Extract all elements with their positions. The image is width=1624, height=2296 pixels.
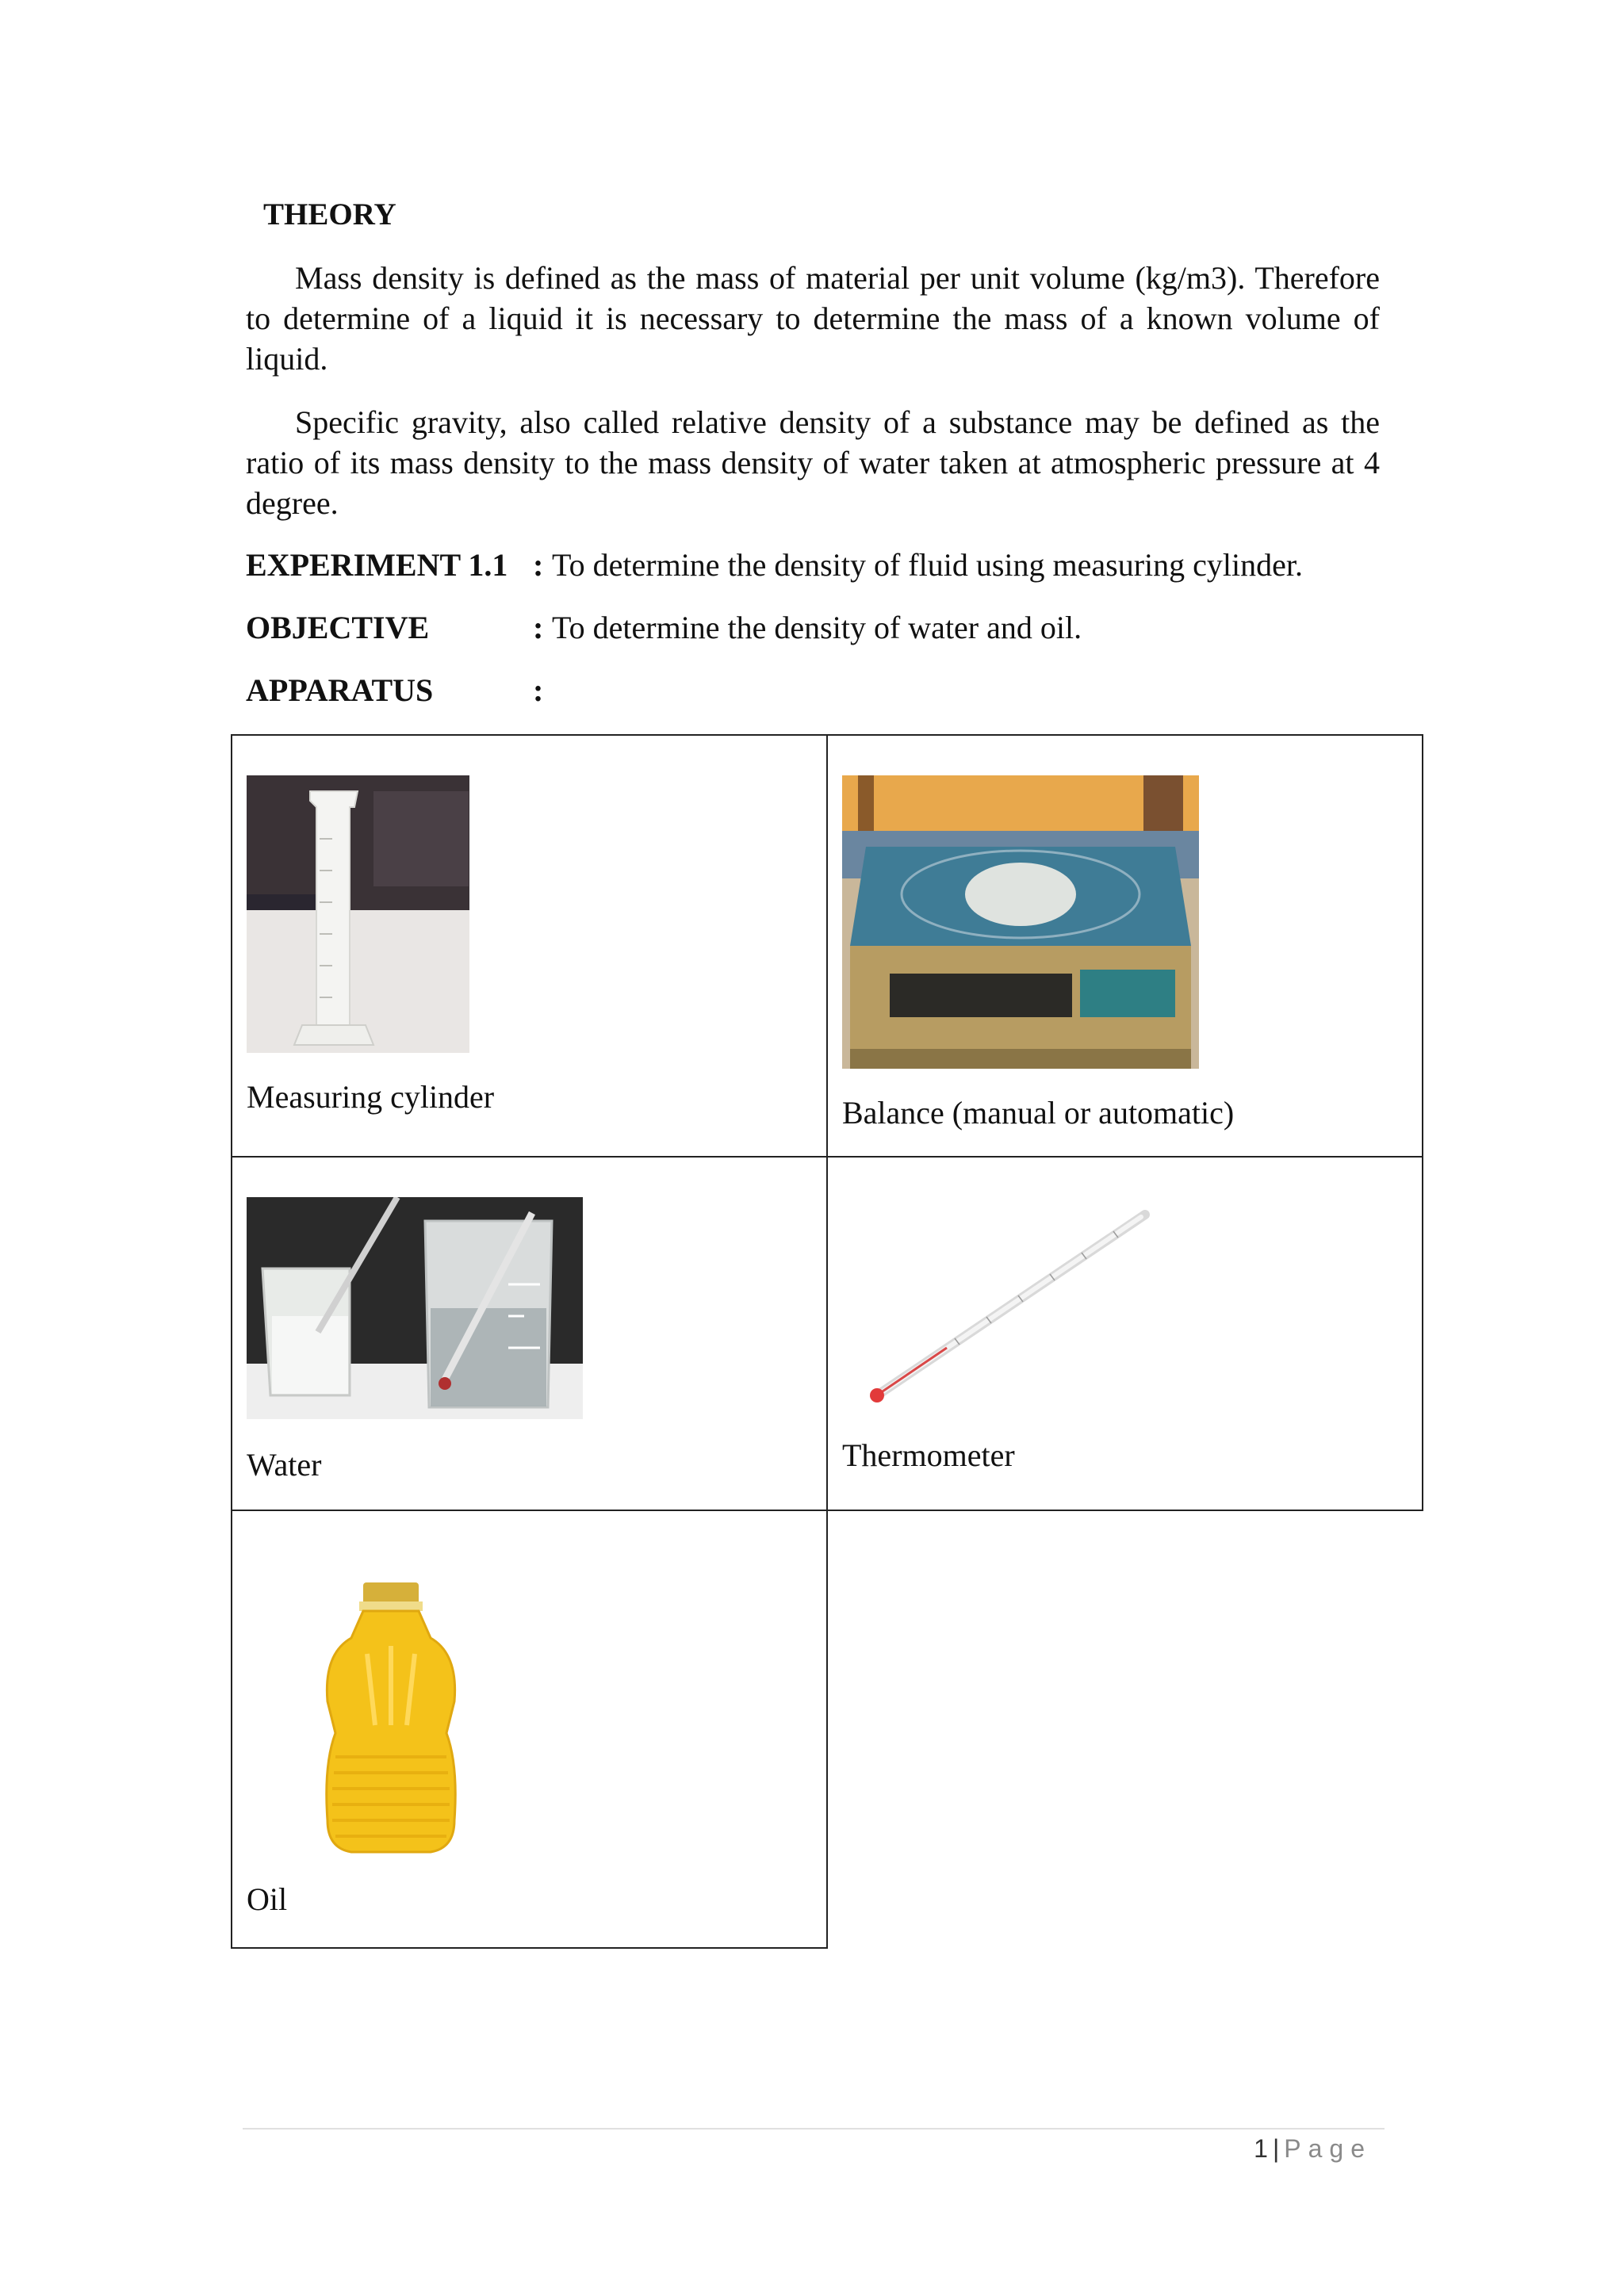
caption-balance: Balance (manual or automatic) [842, 1095, 1235, 1131]
experiment-label: EXPERIMENT 1.1 [246, 547, 508, 583]
apparatus-label: APPARATUS [246, 672, 434, 708]
apparatus-cell-measuring-cylinder [232, 735, 827, 1157]
theory-paragraph-1: Mass density is defined as the mass of material per unit volume (kg/m3). Therefore to determine of a liquid it is necessary to determine the mass of a known volume of liquid. [246, 260, 1380, 377]
experiment-text: To determine the density of fluid using measuring cylinder. [552, 547, 1303, 583]
water-beakers-photo-icon [247, 1197, 583, 1419]
theory-paragraph-2: Specific gravity, also called relative density of a substance may be defined as the ratio of its mass density to the mass density of water taken at atmospheric pressure at 4 degree. [246, 404, 1380, 521]
theory-heading: THEORY [263, 197, 396, 232]
oil-bottle-photo-icon [312, 1582, 470, 1868]
caption-water: Water [247, 1447, 322, 1483]
apparatus-cell-empty [827, 1510, 1423, 1948]
digital-balance-photo-icon [842, 775, 1199, 1069]
apparatus-cell-oil [232, 1510, 827, 1948]
objective-label: OBJECTIVE [246, 610, 430, 645]
objective-text: To determine the density of water and oil. [552, 610, 1082, 645]
apparatus-cell-balance [827, 735, 1423, 1157]
apparatus-table [231, 734, 1423, 1949]
thermometer-photo-icon [852, 1205, 1153, 1419]
apparatus-cell-thermometer [827, 1157, 1423, 1510]
objective-colon: : [533, 610, 544, 645]
footer-divider [243, 2128, 1385, 2130]
caption-thermometer: Thermometer [842, 1437, 1015, 1473]
apparatus-colon: : [533, 672, 544, 708]
page-label: Page [1284, 2134, 1372, 2163]
caption-oil: Oil [247, 1881, 288, 1917]
page-number: 1 [1254, 2134, 1268, 2163]
footer-separator: | [1272, 2134, 1280, 2163]
experiment-colon: : [533, 547, 544, 583]
page-footer [1254, 2134, 1372, 2164]
measuring-cylinder-photo-icon [247, 775, 469, 1053]
caption-measuring-cylinder: Measuring cylinder [247, 1079, 495, 1115]
apparatus-cell-water [232, 1157, 827, 1510]
